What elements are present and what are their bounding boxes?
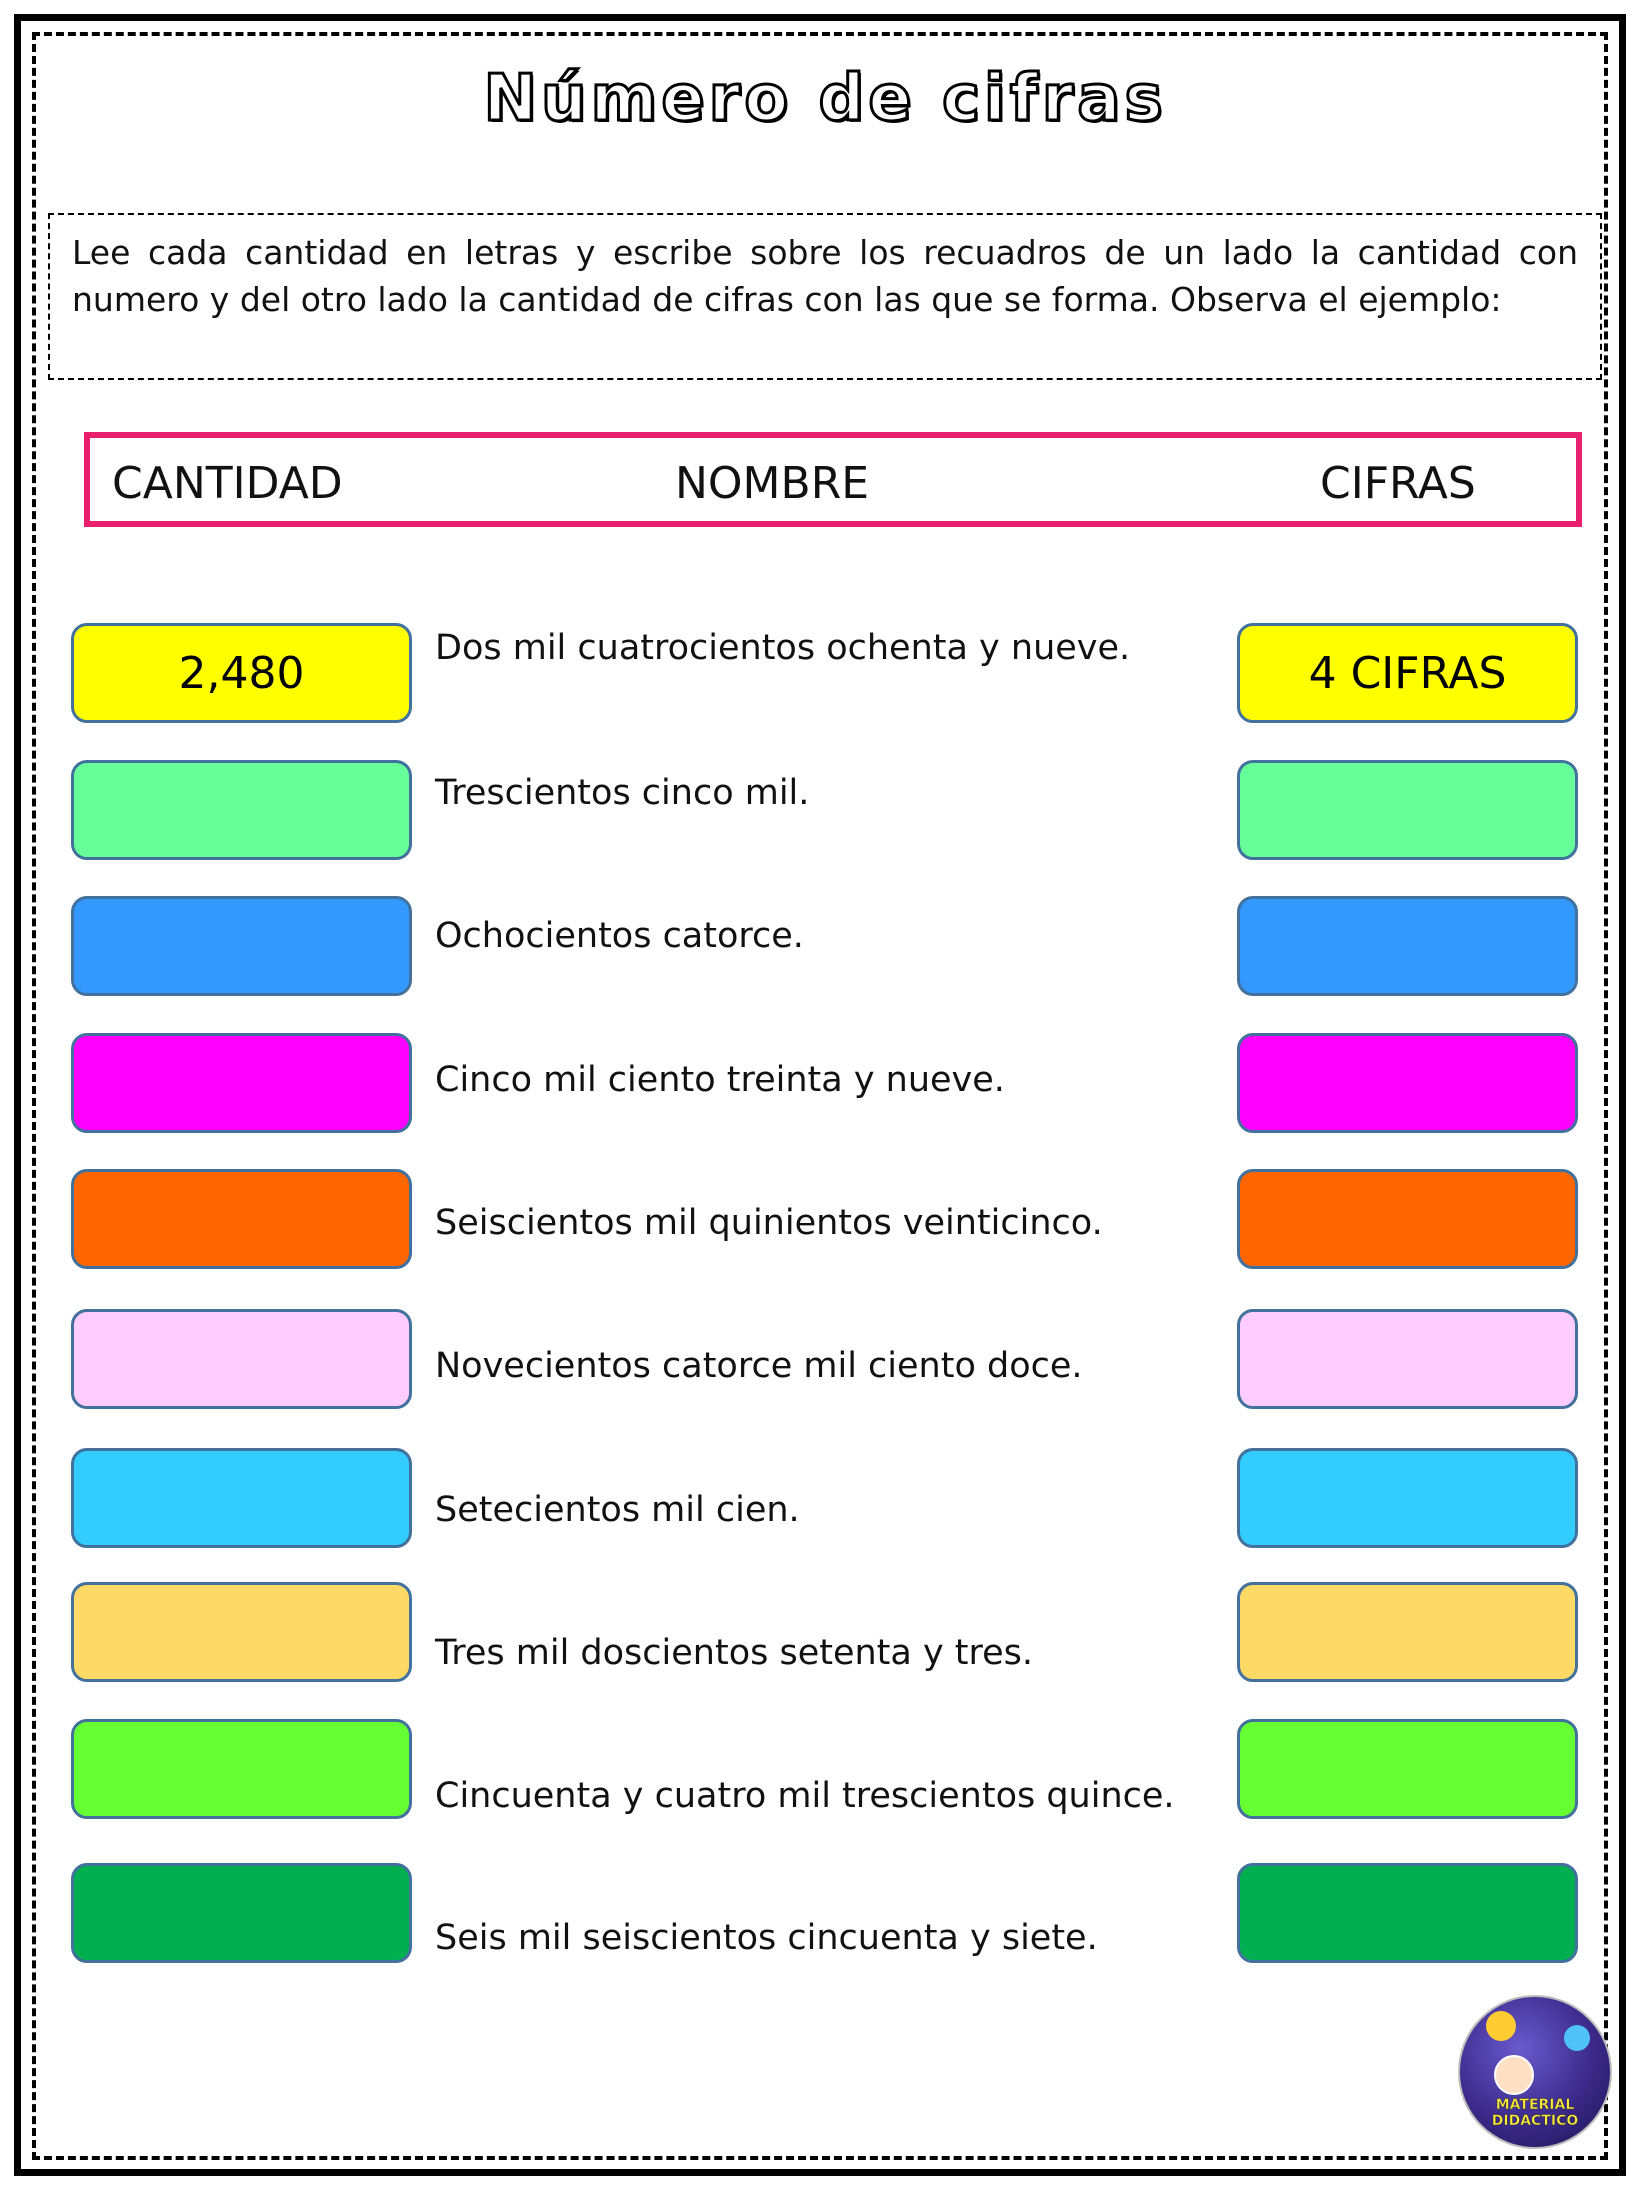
nombre-text: Seiscientos mil quinientos veinticinco.: [435, 1203, 1103, 1243]
cifras-box[interactable]: [1237, 1169, 1578, 1269]
cantidad-box[interactable]: [71, 1719, 412, 1819]
cantidad-box[interactable]: [71, 1309, 412, 1409]
cantidad-box[interactable]: [71, 1169, 412, 1269]
cantidad-box[interactable]: [71, 1448, 412, 1548]
nombre-text: Dos mil cuatrocientos ochenta y nueve.: [435, 628, 1131, 668]
cifras-box[interactable]: [1237, 1719, 1578, 1819]
logo-text: MATERIAL DIDACTICO: [1491, 2097, 1579, 2129]
cifras-box[interactable]: [1237, 896, 1578, 996]
instructions-box: Lee cada cantidad en letras y escribe sobre los recuadros de un lado la cantidad con numero y del otro lado la cantidad de cifras con las que se forma. Observa el ejemplo:: [48, 213, 1602, 380]
cantidad-box[interactable]: 2,480: [71, 623, 412, 723]
nombre-text: Setecientos mil cien.: [435, 1490, 800, 1530]
nombre-text: Cinco mil ciento treinta y nueve.: [435, 1060, 1005, 1100]
cifras-box[interactable]: [1237, 1309, 1578, 1409]
cifras-box[interactable]: [1237, 1582, 1578, 1682]
nombre-text: Novecientos catorce mil ciento doce.: [435, 1346, 1083, 1386]
nombre-text: Trescientos cinco mil.: [435, 773, 810, 813]
nombre-text: Ochocientos catorce.: [435, 916, 804, 956]
nombre-text: Cincuenta y cuatro mil trescientos quince.: [435, 1776, 1175, 1816]
cantidad-box[interactable]: [71, 760, 412, 860]
planet-icon: [1564, 2025, 1590, 2051]
cantidad-box[interactable]: [71, 1582, 412, 1682]
cifras-box[interactable]: [1237, 1448, 1578, 1548]
cantidad-box[interactable]: [71, 1033, 412, 1133]
column-header-bar: [84, 432, 1582, 527]
cantidad-box[interactable]: [71, 896, 412, 996]
page-title: Número de cifras: [483, 62, 1167, 136]
astronaut-icon: [1494, 2055, 1534, 2095]
header-nombre: NOMBRE: [675, 458, 870, 509]
sun-icon: [1486, 2011, 1516, 2041]
cifras-box[interactable]: 4 CIFRAS: [1237, 623, 1578, 723]
cifras-box[interactable]: [1237, 760, 1578, 860]
cantidad-box[interactable]: [71, 1863, 412, 1963]
cifras-box[interactable]: [1237, 1033, 1578, 1133]
nombre-text: Seis mil seiscientos cincuenta y siete.: [435, 1918, 1098, 1958]
material-didactico-logo: [1458, 1995, 1612, 2149]
header-cifras: CIFRAS: [1320, 458, 1476, 509]
nombre-text: Tres mil doscientos setenta y tres.: [435, 1633, 1034, 1673]
cifras-box[interactable]: [1237, 1863, 1578, 1963]
header-cantidad: CANTIDAD: [112, 458, 343, 509]
